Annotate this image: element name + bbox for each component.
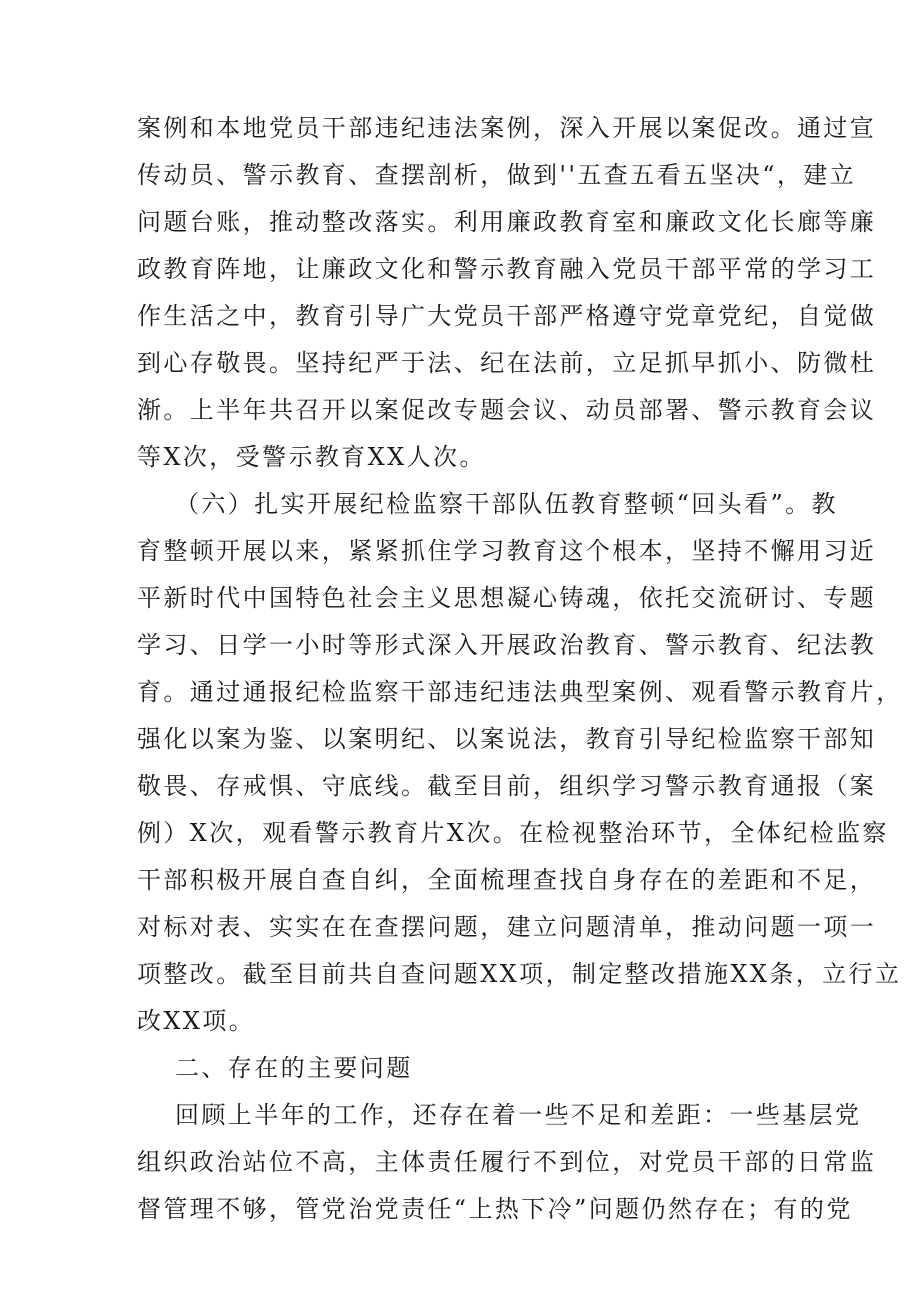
section-heading-six: （六）扎实开展纪检监察干部队伍教育整顿“回头看”。教 xyxy=(175,490,838,518)
text-line: 组织政治站位不高，主体责任履行不到位，对党员干部的日常监 xyxy=(137,1148,877,1176)
text-line: 传动员、警示教育、查摆剖析，做到''五查五看五坚决“，建立 xyxy=(137,161,857,189)
text-line: 作生活之中，教育引导广大党员干部严格遵守党章党纪，自觉做 xyxy=(137,302,877,330)
text-line: 案例和本地党员干部违纪违法案例，深入开展以案促改。通过宣 xyxy=(137,114,877,142)
text-line: 到心存敬畏。坚持纪严于法、纪在法前，立足抓早抓小、防微杜 xyxy=(137,349,877,377)
text-line: 育整顿开展以来，紧紧抓住学习教育这个根本，坚持不懈用习近 xyxy=(137,537,877,565)
text-line: 学习、日学一小时等形式深入开展政治教育、警示教育、纪法教 xyxy=(137,631,877,659)
text-line: 项整改。截至目前共自查问题XX项，制定整改措施XX条，立行立 xyxy=(137,960,902,988)
document-body xyxy=(137,105,903,1233)
text-line: 政教育阵地，让廉政文化和警示教育融入党员干部平常的学习工 xyxy=(137,255,877,283)
text-line: 平新时代中国特色社会主义思想凝心铸魂，依托交流研讨、专题 xyxy=(137,584,877,612)
text-line: 督管理不够，管党治党责任“上热下冷”问题仍然存在；有的党 xyxy=(137,1195,853,1223)
text-line: 等X次，受警示教育XX人次。 xyxy=(137,443,486,471)
text-line: 问题台账，推动整改落实。利用廉政教育室和廉政文化长廊等廉 xyxy=(137,208,877,236)
text-line: 改XX项。 xyxy=(137,1007,256,1035)
text-line: 回顾上半年的工作，还存在着一些不足和差距：一些基层党 xyxy=(175,1101,862,1129)
text-line: 渐。上半年共召开以案促改专题会议、动员部署、警示教育会议 xyxy=(137,396,877,424)
text-line: 对标对表、实实在在查摆问题，建立问题清单，推动问题一项一 xyxy=(137,913,877,941)
text-line: 育。通过通报纪检监察干部违纪违法典型案例、观看警示教育片， xyxy=(137,678,903,706)
text-line: 例）X次，观看警示教育片X次。在检视整治环节，全体纪检监察 xyxy=(137,819,889,847)
text-line: 干部积极开展自查自纠，全面梳理查找自身存在的差距和不足， xyxy=(137,866,877,894)
text-line: 敬畏、存戒惧、守底线。截至目前，组织学习警示教育通报（案 xyxy=(137,772,877,800)
section-heading-main-problems: 二、存在的主要问题 xyxy=(175,1054,413,1082)
text-line: 强化以案为鉴、以案明纪、以案说法，教育引导纪检监察干部知 xyxy=(137,725,877,753)
